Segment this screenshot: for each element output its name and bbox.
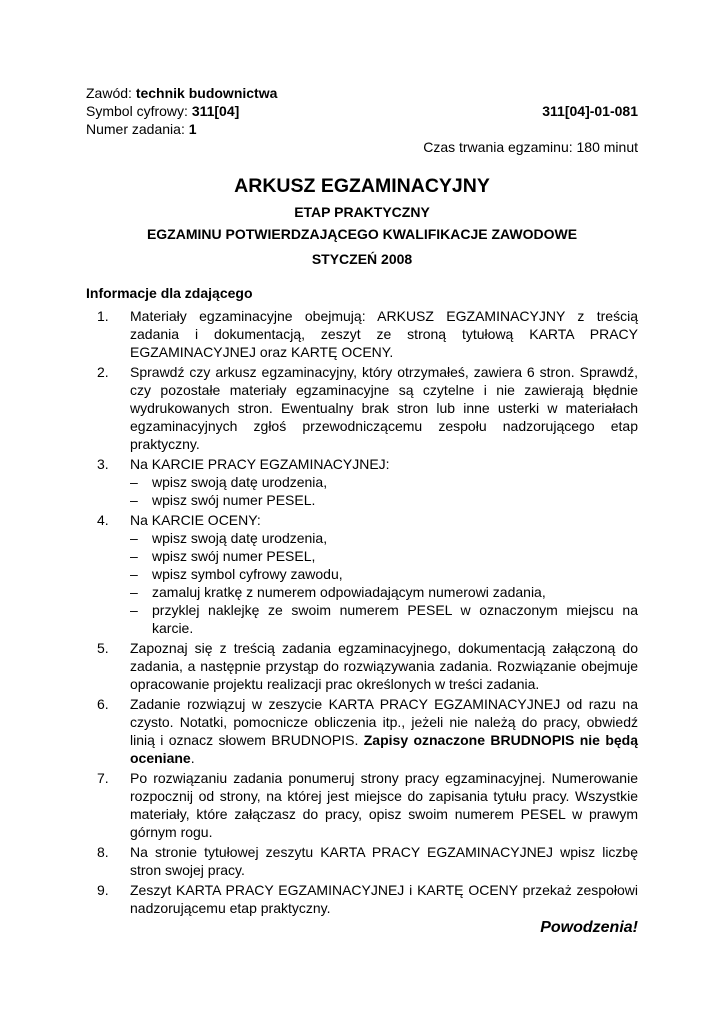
- item-number: 8.: [97, 844, 109, 860]
- item-text: Sprawdź czy arkusz egzaminacyjny, który otrzymałeś, zawiera 6 stron. Sprawdź, czy pozostałe materiały egzaminacyjne są czytelne i nie zawierają błędnie wydrukowanych stron. Ewentualny brak stron lub inne usterki w materiałach egzaminacyjnych zgłoś przewodniczącemu zespołu nadzorującego etap praktyczny.: [130, 364, 638, 452]
- item-number: 4.: [97, 512, 109, 528]
- item-text: Materiały egzaminacyjne obejmują: ARKUSZ EGZAMINACYJNY z treścią zadania i dokumentacją, zeszyt ze stroną tytułową KARTA PRACY EGZAMINACYJNEJ oraz KARTĘ OCENY.: [130, 308, 638, 360]
- info-heading: Informacje dla zdającego: [86, 285, 253, 301]
- subtitle-date: STYCZEŃ 2008: [311, 251, 413, 267]
- sub-list: [130, 529, 638, 637]
- item-text: Zadanie rozwiązuj w zeszycie KARTA PRACY EGZAMINACYJNEJ od razu na czysto. Notatki, pomocnicze obliczenia itp., jeżeli nie należą do pracy, obwiedź linią i oznacz słowem BRUDNOPIS.: [130, 696, 638, 748]
- list-item: [86, 695, 638, 767]
- list-item: [86, 769, 638, 841]
- profession-line: [86, 84, 638, 102]
- item-number: 7.: [97, 770, 109, 786]
- sub-item: – wpisz swój numer PESEL.: [130, 491, 638, 509]
- sub-item: – wpisz swoją datę urodzenia,: [130, 473, 638, 491]
- symbol-label: Symbol cyfrowy:: [86, 103, 192, 119]
- exam-sheet-page: [86, 84, 638, 937]
- task-label: Numer zadania:: [86, 121, 189, 137]
- list-item: [86, 843, 638, 879]
- item-number: 5.: [97, 640, 109, 656]
- item-number: 9.: [97, 882, 109, 898]
- item-number: 3.: [97, 456, 109, 472]
- exam-code: 311[04]-01-081: [542, 103, 638, 119]
- instructions-list: [86, 307, 638, 917]
- symbol-line: [86, 102, 239, 120]
- list-item: [86, 363, 638, 453]
- symbol-row: [86, 102, 638, 120]
- exam-duration: Czas trwania egzaminu: 180 minut: [423, 139, 638, 155]
- item-text: Po rozwiązaniu zadania ponumeruj strony pracy egzaminacyjnej. Numerowanie rozpocznij od strony, na której jest miejsce do zapisania tytułu pracy. Wszystkie materiały, które załączasz do pracy, opisz swoim numerem PESEL w prawym górnym rogu.: [130, 770, 638, 840]
- subtitle-stage: ETAP PRAKTYCZNY: [294, 204, 430, 220]
- profession-value: technik budownictwa: [135, 85, 278, 101]
- symbol-value: 311[04]: [191, 103, 240, 119]
- item-text: Na stronie tytułowej zeszytu KARTA PRACY EGZAMINACYJNEJ wpisz liczbę stron swojej pracy.: [130, 844, 638, 878]
- sub-item: – wpisz swój numer PESEL,: [130, 547, 638, 565]
- item-number: 2.: [97, 364, 109, 380]
- sub-item: – przyklej naklejkę ze swoim numerem PESEL w oznaczonym miejscu na karcie.: [130, 601, 638, 637]
- item-number: 1.: [97, 308, 109, 324]
- list-item: [86, 639, 638, 693]
- item-text: Zapoznaj się z treścią zadania egzaminacyjnego, dokumentacją załączoną do zadania, a następnie przystąp do rozwiązywania zadania. Rozwiązanie obejmuje opracowanie projektu realizacji prac określonych w treści zadania.: [130, 640, 638, 692]
- sub-item: – wpisz swoją datę urodzenia,: [130, 529, 638, 547]
- item-text: Na KARCIE PRACY EGZAMINACYJNEJ:: [130, 456, 390, 472]
- subtitle-exam: EGZAMINU POTWIERDZAJĄCEGO KWALIFIKACJE ZAWODOWE: [146, 226, 578, 242]
- item-text: Na KARCIE OCENY:: [130, 512, 261, 528]
- sub-item: – wpisz symbol cyfrowy zawodu,: [130, 565, 638, 583]
- list-item: [86, 511, 638, 637]
- sub-item: – zamaluj kratkę z numerem odpowiadającym numerowi zadania,: [130, 583, 638, 601]
- list-item: [86, 307, 638, 361]
- list-item: [86, 455, 638, 509]
- item-text-bold: Zapisy oznaczone BRUDNOPIS nie będą oceniane: [130, 732, 639, 766]
- profession-label: Zawód:: [86, 85, 136, 101]
- item-number: 6.: [97, 696, 109, 712]
- list-item: [86, 881, 638, 917]
- closing-wish: Powodzenia!: [540, 919, 638, 936]
- task-value: 1: [188, 121, 197, 137]
- page-title: ARKUSZ EGZAMINACYJNY: [234, 175, 490, 197]
- item-text-end: .: [190, 750, 195, 766]
- sub-list: [130, 473, 638, 509]
- item-text: Zeszyt KARTA PRACY EGZAMINACYJNEJ i KARTĘ OCENY przekaż zespołowi nadzorującemu etap praktyczny.: [130, 882, 638, 916]
- task-line: [86, 120, 638, 138]
